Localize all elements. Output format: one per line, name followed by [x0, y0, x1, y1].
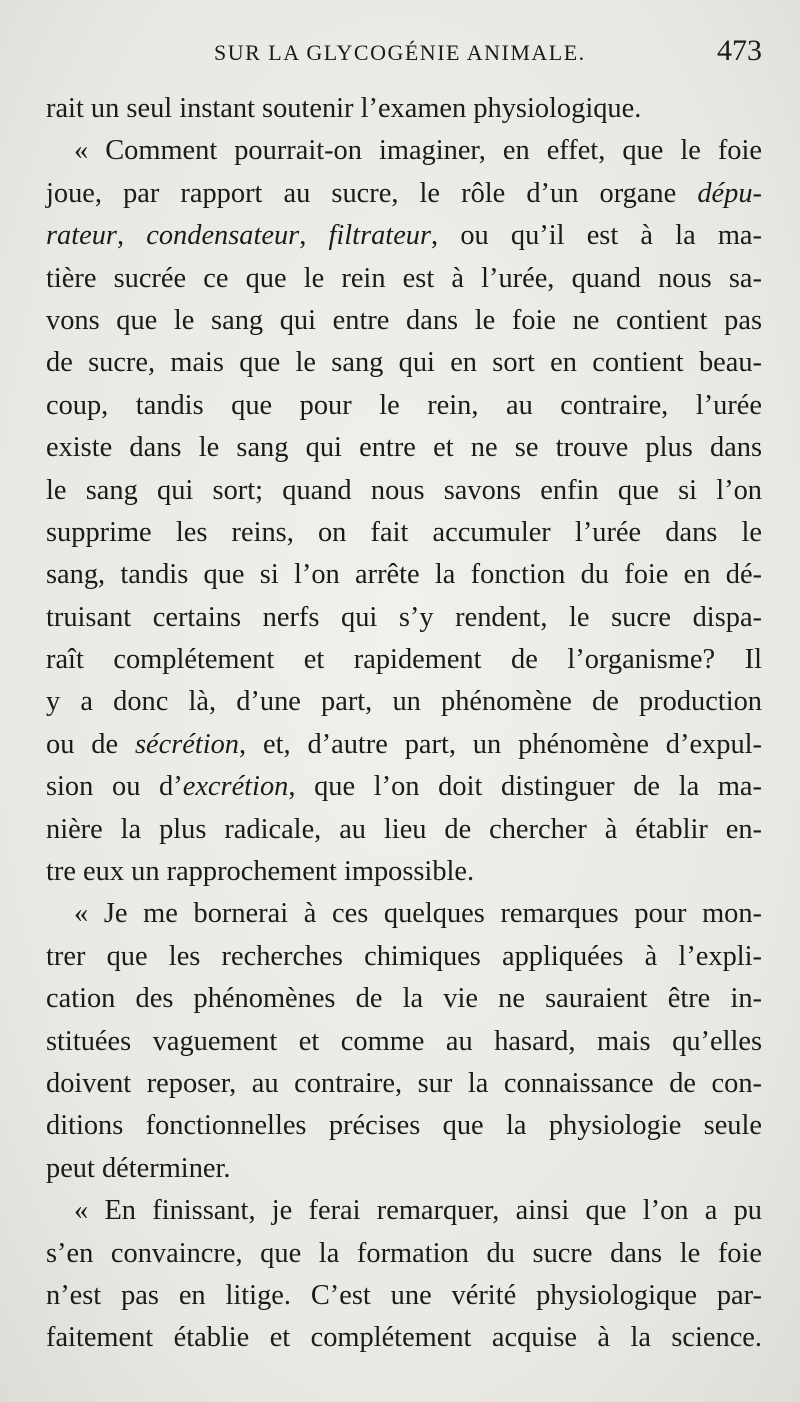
- text-line: cation des phénomènes de la vie ne sauraient être in-: [46, 983, 762, 1015]
- text-line: faitement établie et complétement acquise à la science.: [46, 1322, 762, 1354]
- text-line: de sucre, mais que le sang qui en sort en contient beau-: [46, 347, 762, 379]
- page-number: 473: [717, 34, 762, 67]
- paragraph: [46, 893, 762, 1190]
- text-line: trer que les recherches chimiques appliquées à l’expli-: [46, 940, 762, 972]
- text-line: tre eux un rapprochement impossible.: [46, 856, 475, 888]
- text-line: peut déterminer.: [46, 1152, 231, 1184]
- text-line: coup, tandis que pour le rein, au contraire, l’urée: [46, 389, 762, 421]
- text-line: s’en convaincre, que la formation du sucre dans le foie: [46, 1237, 762, 1269]
- text-line: joue, par rapport au sucre, le rôle d’un organe dépu-: [46, 177, 762, 209]
- text-line: y a donc là, d’une part, un phénomène de production: [46, 686, 762, 718]
- paragraph: [46, 88, 762, 130]
- text-line: « Comment pourrait-on imaginer, en effet, que le foie: [74, 135, 762, 167]
- text-line: n’est pas en litige. C’est une vérité physiologique par-: [46, 1279, 762, 1311]
- text-line: tière sucrée ce que le rein est à l’urée, quand nous sa-: [46, 262, 762, 294]
- text-line: vons que le sang qui entre dans le foie ne contient pas: [46, 304, 762, 336]
- text-line: supprime les reins, on fait accumuler l’urée dans le: [46, 516, 762, 548]
- text-line: le sang qui sort; quand nous savons enfin que si l’on: [46, 474, 762, 506]
- paragraph: [46, 130, 762, 893]
- running-title: SUR LA GLYCOGÉNIE ANIMALE.: [214, 40, 586, 65]
- text-line: sion ou d’excrétion, que l’on doit distinguer de la ma-: [46, 771, 762, 803]
- page-header: [46, 34, 762, 74]
- text-line: sang, tandis que si l’on arrête la fonction du foie en dé-: [46, 559, 762, 591]
- text-line: raît complétement et rapidement de l’organisme? Il: [46, 644, 762, 676]
- text-line: ou de sécrétion, et, d’autre part, un phénomène d’expul-: [46, 728, 762, 760]
- text-line: nière la plus radicale, au lieu de chercher à établir en-: [46, 813, 762, 845]
- text-line: stituées vaguement et comme au hasard, mais qu’elles: [46, 1025, 762, 1057]
- text-line: doivent reposer, au contraire, sur la connaissance de con-: [46, 1067, 762, 1099]
- body-text: [46, 88, 762, 1360]
- text-line: truisant certains nerfs qui s’y rendent, le sucre dispa-: [46, 601, 762, 633]
- text-line: « En finissant, je ferai remarquer, ainsi que l’on a pu: [74, 1195, 762, 1227]
- text-line: rait un seul instant soutenir l’examen physiologique.: [46, 93, 642, 124]
- text-line: rateur, condensateur, filtrateur, ou qu’il est à la ma-: [46, 220, 762, 252]
- text-line: ditions fonctionnelles précises que la physiologie seule: [46, 1110, 762, 1142]
- text-line: « Je me bornerai à ces quelques remarques pour mon-: [74, 898, 762, 930]
- paragraph: [46, 1190, 762, 1360]
- text-line: existe dans le sang qui entre et ne se trouve plus dans: [46, 432, 762, 464]
